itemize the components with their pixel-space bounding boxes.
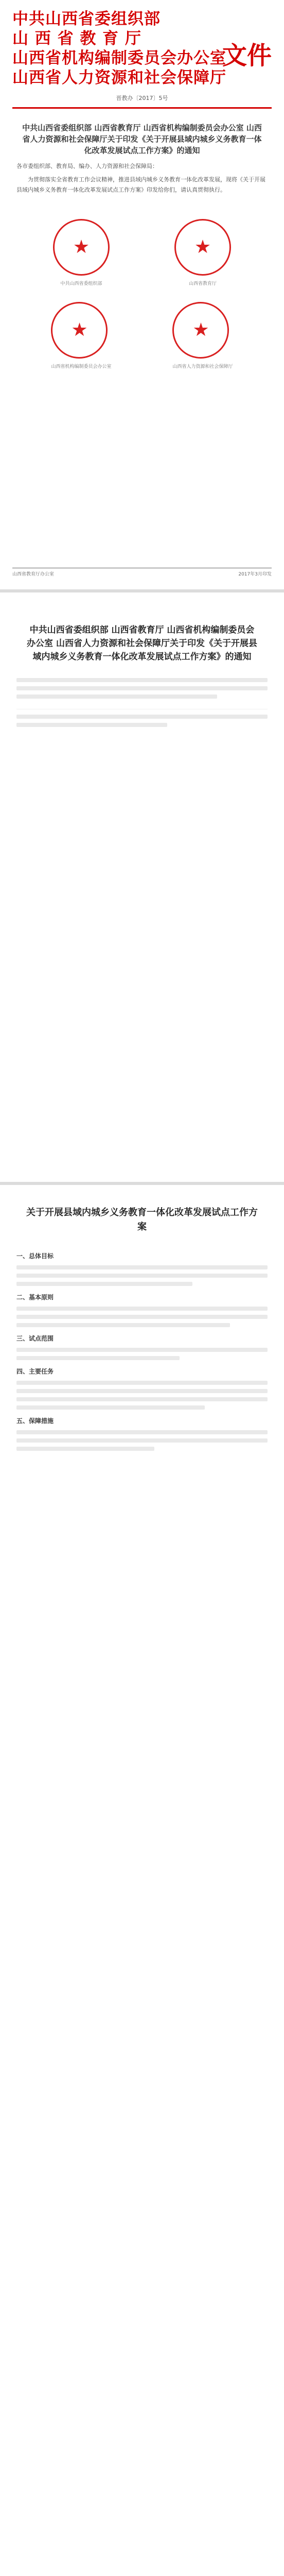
spacer bbox=[16, 703, 268, 709]
seal-caption: 山西省机构编制委员会办公室 bbox=[51, 364, 112, 369]
org-line-4: 山西省人力资源和社会保障厅 bbox=[12, 69, 226, 87]
org-line-1: 中共山西省委组织部 bbox=[12, 10, 161, 28]
section-heading: 四、主要任务 bbox=[16, 1368, 54, 1375]
notice-title: 中共山西省委组织部 山西省教育厅 山西省机构编制委员会办公室 山西省人力资源和社会保障厅关于印发《关于开展县域内城乡义务教育一体化改革发展试点工作方案》的通知 bbox=[22, 123, 262, 155]
text-line bbox=[16, 686, 268, 690]
text-line bbox=[16, 1307, 268, 1311]
text-line bbox=[16, 715, 268, 719]
org-line-2: 山 西 省 教 育 厅 bbox=[12, 29, 141, 48]
page2-body bbox=[0, 678, 284, 727]
text-line bbox=[16, 1356, 180, 1360]
text-line bbox=[16, 1438, 268, 1443]
official-seals-row-2 bbox=[0, 286, 284, 369]
page-footer bbox=[12, 568, 272, 577]
official-seal-icon: ★ bbox=[53, 219, 110, 276]
seal-caption: 中共山西省委组织部 bbox=[60, 281, 102, 286]
text-line bbox=[16, 1348, 268, 1352]
official-seal-icon: ★ bbox=[174, 219, 231, 276]
document-page-2 bbox=[0, 592, 284, 1185]
footer-issuer: 山西省教育厅办公室 bbox=[12, 572, 55, 577]
plan-title: 关于开展县域内城乡义务教育一体化改革发展试点工作方案 bbox=[26, 1207, 258, 1232]
text-line bbox=[16, 1389, 268, 1393]
issuing-organizations bbox=[12, 9, 272, 88]
text-line bbox=[16, 723, 167, 727]
section-heading: 一、总体目标 bbox=[16, 1252, 54, 1260]
seal-caption: 山西省人力资源和社会保障厅 bbox=[172, 364, 233, 369]
section-heading: 三、试点范围 bbox=[16, 1335, 54, 1342]
plan-body bbox=[0, 1251, 284, 1451]
footer-date: 2017年3月印发 bbox=[238, 572, 272, 577]
document-number: 晋教办〔2017〕5号 bbox=[116, 95, 168, 101]
official-seal-icon: ★ bbox=[51, 302, 108, 359]
notice-salutation: 各市委组织部、教育局、编办、人力资源和社会保障局： bbox=[16, 163, 158, 170]
wenjian-label: 文件 bbox=[222, 41, 272, 70]
text-line bbox=[16, 1430, 268, 1434]
seal-block-4 bbox=[172, 302, 233, 369]
document-page-1 bbox=[0, 0, 284, 592]
text-line bbox=[16, 1282, 192, 1286]
text-line bbox=[16, 1397, 268, 1401]
document-header bbox=[0, 0, 284, 102]
text-line bbox=[16, 1323, 230, 1327]
text-line bbox=[16, 1315, 268, 1319]
official-seal-icon: ★ bbox=[172, 302, 229, 359]
text-line bbox=[16, 694, 217, 699]
text-line bbox=[16, 678, 268, 682]
text-line bbox=[16, 1405, 205, 1410]
text-line bbox=[16, 1381, 268, 1385]
document-page-3 bbox=[0, 1185, 284, 2576]
text-line bbox=[16, 1447, 154, 1451]
seal-block-2 bbox=[174, 219, 231, 286]
notice-paragraph: 为贯彻落实全省教育工作会议精神，推进县域内城乡义务教育一体化改革发展，现将《关于开展县域内城乡义务教育一体化改革发展试点工作方案》印发给你们，请认真贯彻执行。 bbox=[16, 176, 265, 193]
page2-title: 中共山西省委组织部 山西省教育厅 山西省机构编制委员会办公室 山西省人力资源和社会保障厅关于印发《关于开展县域内城乡义务教育一体化改革发展试点工作方案》的通知 bbox=[27, 625, 257, 662]
seal-block-3 bbox=[51, 302, 111, 369]
text-line bbox=[16, 1265, 268, 1269]
text-line bbox=[16, 1274, 268, 1278]
notice-body bbox=[0, 161, 284, 195]
section-heading: 二、基本原则 bbox=[16, 1294, 54, 1301]
section-heading: 五、保障措施 bbox=[16, 1417, 54, 1425]
seal-caption: 山西省教育厅 bbox=[188, 281, 217, 286]
seal-block-1 bbox=[53, 219, 110, 286]
official-seals-row-1 bbox=[0, 198, 284, 286]
org-line-3: 山西省机构编制委员会办公室 bbox=[12, 49, 226, 67]
